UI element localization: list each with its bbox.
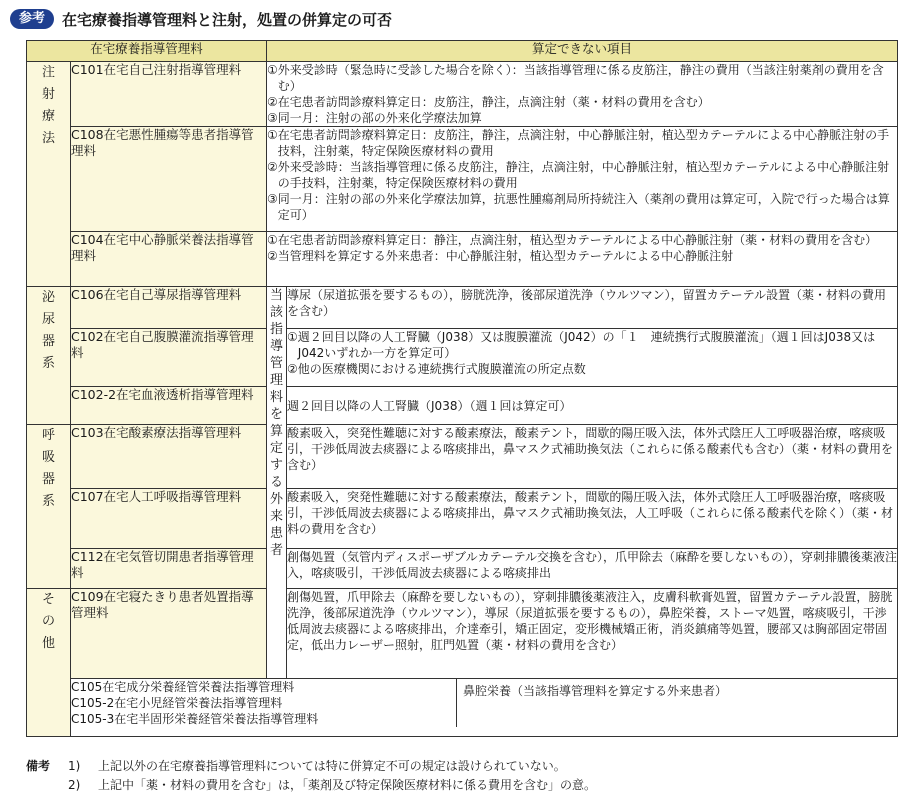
mgmt-c105: C105在宅成分栄養経管栄養法指導管理料 <box>71 680 295 694</box>
mgmt-c104: C104在宅中心静脈栄養法指導管理料 <box>71 232 267 287</box>
document-title: 在宅療養指導管理料と注射，処置の併算定の可否 <box>62 10 393 29</box>
mgmt-c106: C106在宅自己導尿指導管理料 <box>71 287 267 329</box>
items-c112: 創傷処置（気管内ディスポーザブルカテーテル交換を含む），爪甲除去（麻酔を要しないもの），穿刺排膿後薬液注入，喀痰吸引，干渉低周波去痰器による喀痰排出 <box>287 549 898 589</box>
items-c101: ① 外来受診時（緊急時に受診した場合を除く）：当該指導管理に係る皮筋注，静注の費用（当該注射薬剤の費用を含む） ② 在宅患者訪問診療料算定日：皮筋注，静注，点滴注射（薬・材料の費用を含む） ③ 同一月：注射の部の外来化学療法加算 <box>267 62 898 127</box>
table-row <box>27 489 898 549</box>
header-excluded-items: 算定できない項目 <box>267 41 898 62</box>
note-item: 2) 上記中「薬・材料の費用を含む」は，「薬剤及び特定保険医療材料に係る費用を含む」の意。 <box>68 778 597 792</box>
mgmt-c108: C108在宅悪性腫瘍等患者指導管理料 <box>71 127 267 232</box>
mgmt-c105-2: C105-2在宅小児経管栄養法指導管理料 <box>71 696 283 710</box>
category-respiratory: 呼 吸 器 系 <box>27 425 71 589</box>
last-row-container <box>71 679 898 737</box>
category-injection: 注 射 療 法 <box>27 62 71 287</box>
mgmt-c102-2: C102-2在宅血液透析指導管理料 <box>71 387 267 425</box>
mgmt-c112: C112在宅気管切開患者指導管理料 <box>71 549 267 589</box>
table-row <box>27 232 898 287</box>
table-header-row <box>27 41 898 62</box>
reference-badge: 参考 <box>10 9 54 29</box>
items-c105-group: 鼻腔栄養（当該指導管理料を算定する外来患者） <box>463 684 728 698</box>
table-row <box>27 287 898 329</box>
items-c102: ① 週２回目以降の人工腎臓（J038）又は腹膜灌流（J042）の「１ 連続携行式腹膜灌流」（週１回はJ038又はJ042いずれか一方を算定可） ② 他の医療機関における連続携行式腹膜灌流の所定点数 <box>287 329 898 387</box>
table-row <box>27 62 898 127</box>
mgmt-c109: C109在宅寝たきり患者処置指導管理料 <box>71 589 267 679</box>
table-row <box>27 425 898 489</box>
mgmt-c107: C107在宅人工呼吸指導管理料 <box>71 489 267 549</box>
middle-label-outpatient: 当 該 指 導 管 理 料 を 算 定 す る 外 来 患 者 <box>267 287 287 679</box>
mgmt-c105-group <box>71 679 457 727</box>
table-row <box>27 679 898 737</box>
mgmt-c101: C101在宅自己注射指導管理料 <box>71 62 267 127</box>
mgmt-c103: C103在宅酸素療法指導管理料 <box>71 425 267 489</box>
table-row <box>27 387 898 425</box>
table-row <box>27 127 898 232</box>
mgmt-c105-3: C105-3在宅半固形栄養経管栄養法指導管理料 <box>71 712 319 726</box>
items-c108: ① 在宅患者訪問診療料算定日：皮筋注，静注，点滴注射，中心静脈注射，植込型カテーテルによる中心静脈注射の手技料，注射薬，特定保険医療材料の費用 ② 外来受診時：当該指導管理に係る皮筋注，静注，点滴注射，中心静脈注射，植込型カテーテルによる中心静脈注射の手技料，注射薬，特定保険医療材料の費用 ③ 同一月：注射の部の外来化学療法加算，抗悪性腫瘍剤局所持続注入（薬剤の費用は算定可，入院で行った場合は算定可） <box>267 127 898 232</box>
document-header <box>10 6 392 32</box>
mgmt-c102: C102在宅自己腹膜灌流指導管理料 <box>71 329 267 387</box>
calculation-table <box>26 40 898 737</box>
table-row <box>27 549 898 589</box>
items-c109: 創傷処置，爪甲除去（麻酔を要しないもの），穿刺排膿後薬液注入，皮膚科軟膏処置，留置カテーテル設置，膀胱洗浄，後部尿道洗浄（ウルツマン），導尿（尿道拡張を要するもの），鼻腔栄養，ストーマ処置，喀痰吸引，干渉低周波去痰器による喀痰排出，介達牽引，矯正固定，変形機械矯正術，消炎鎮痛等処置，腰部又は胸部固定帯固定，低出力レーザー照射，肛門処置（薬・材料の費用を含む） <box>287 589 898 679</box>
items-c102-2: 週２回目以降の人工腎臓（J038）（週１回は算定可） <box>287 387 898 425</box>
header-management-fee: 在宅療養指導管理料 <box>27 41 267 62</box>
table-row <box>27 329 898 387</box>
notes-label: 備考 <box>26 759 51 773</box>
note-item: 備考 1) 上記以外の在宅療養指導管理料については特に併算定不可の規定は設けられていない。 <box>26 757 596 776</box>
items-c107: 酸素吸入，突発性難聴に対する酸素療法，酸素テント，間歇的陽圧吸入法，体外式陰圧人工呼吸器治療，喀痰吸引，干渉低周波去痰器による喀痰排出，鼻マスク式補助換気法，人工呼吸（これらに係る酸素代を除く）（薬・材料の費用を含む） <box>287 489 898 549</box>
table-row <box>27 589 898 679</box>
notes-section <box>26 757 596 795</box>
category-urology: 泌 尿 器 系 <box>27 287 71 425</box>
items-c106: 導尿（尿道拡張を要するもの），膀胱洗浄，後部尿道洗浄（ウルツマン），留置カテーテル設置（薬・材料の費用を含む） <box>287 287 898 329</box>
items-c104: ① 在宅患者訪問診療料算定日：静注，点滴注射，植込型カテーテルによる中心静脈注射（薬・材料の費用を含む） ② 当管理料を算定する外来患者：中心静脈注射，植込型カテーテルによる中心静脈注射 <box>267 232 898 287</box>
items-c103: 酸素吸入，突発性難聴に対する酸素療法，酸素テント，間歇的陽圧吸入法，体外式陰圧人工呼吸器治療，喀痰吸引，干渉低周波去痰器による喀痰排出，鼻マスク式補助換気法（これらに係る酸素代も含む）（薬・材料の費用を含む） <box>287 425 898 489</box>
category-other: そ の 他 <box>27 589 71 737</box>
